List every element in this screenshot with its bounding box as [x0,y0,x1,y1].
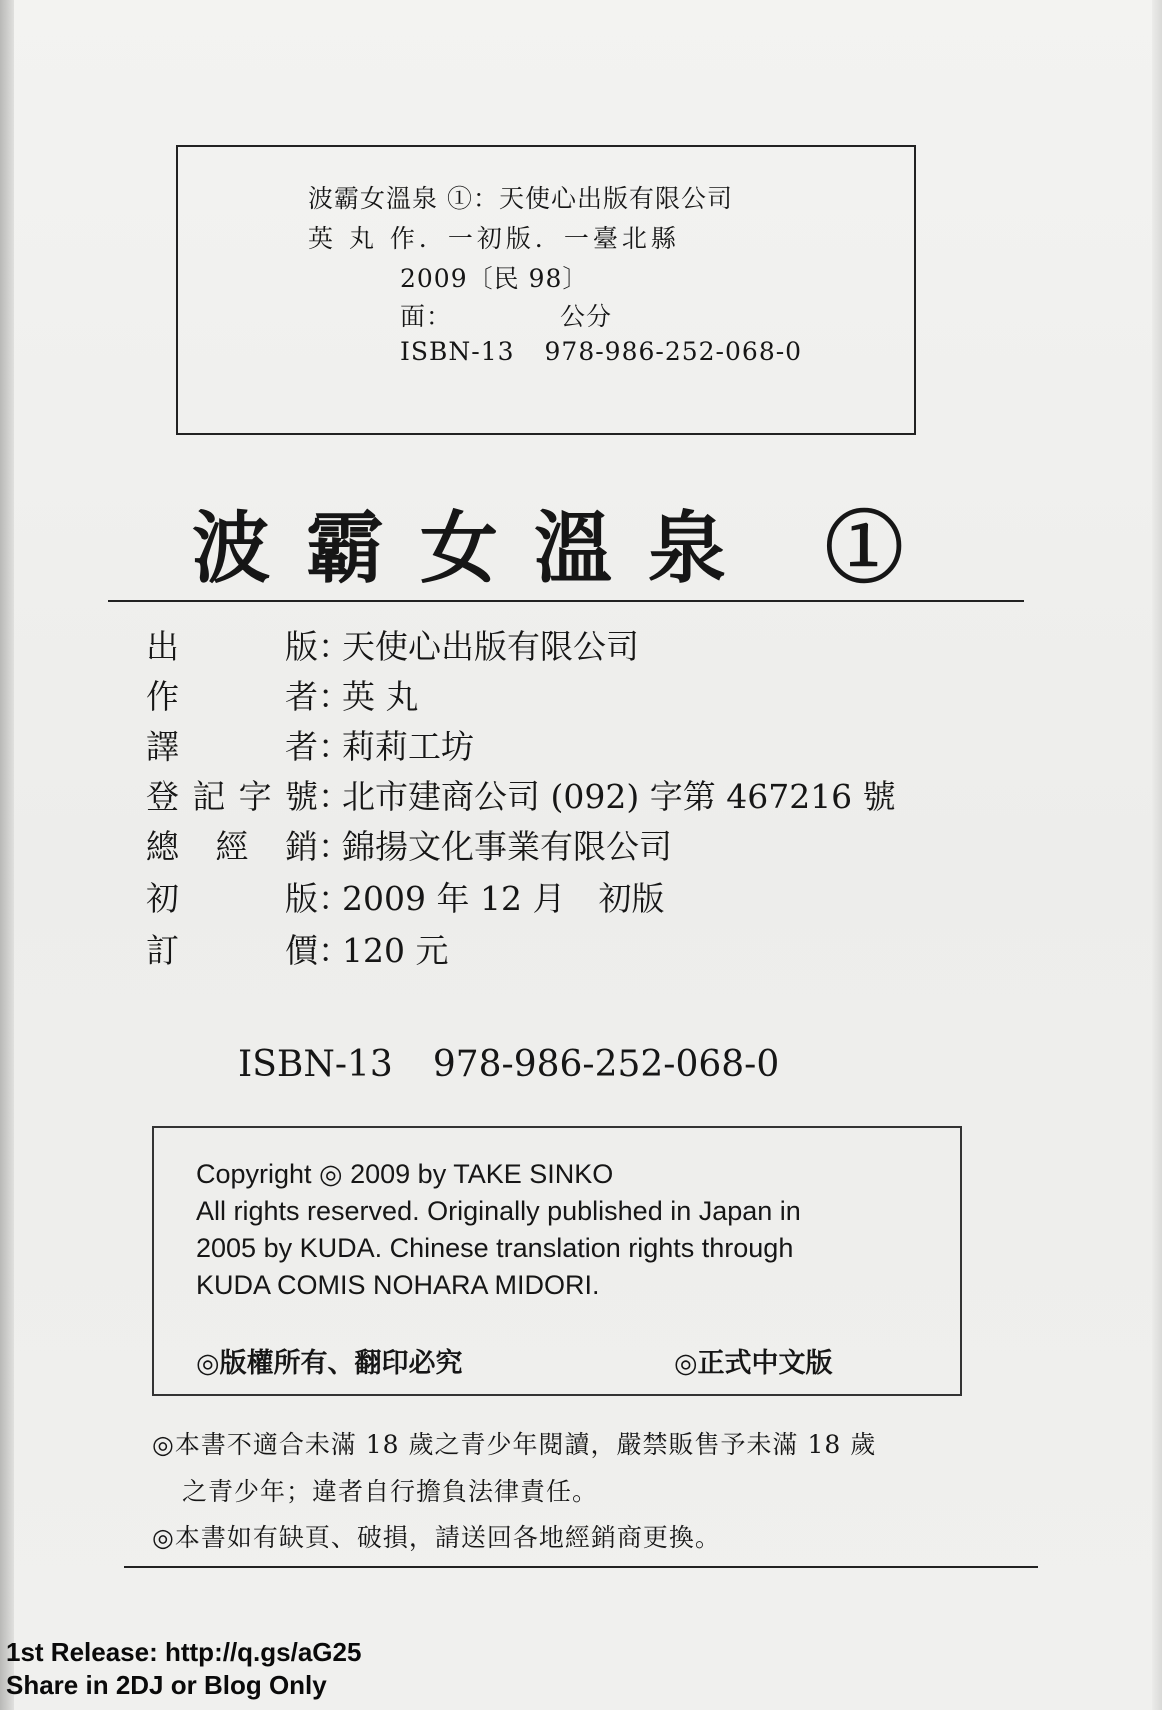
info-row-publisher: 出版：天使心出版有限公司 [146,627,639,666]
info-label: 登記字號 [146,777,318,816]
official-chinese-edition-mark: ◎正式中文版 [674,1348,833,1379]
isbn-label: ISBN-13 [238,1044,393,1085]
cip-isbn-line [400,337,802,366]
info-value: 北市建商公司 (092) 字第 467216 號 [342,777,896,816]
info-row-first-edition: 初版：2009 年 12 月 初版 [146,879,665,918]
info-value: 英 丸 [342,677,419,716]
cip-pages-label: 面： [400,302,453,331]
info-value: 120 元 [342,931,449,970]
age-restriction-notice-continued: 之青少年；違者自行擔負法律責任。 [182,1477,599,1506]
page-right-edge [1152,0,1162,1710]
info-value: 天使心出版有限公司 [342,627,639,666]
info-value: 錦揚文化事業有限公司 [342,827,672,866]
info-label: 作者 [146,677,318,716]
cip-isbn-value: 978-986-252-068-0 [544,337,803,366]
cip-pages-unit: 公分 [560,302,613,331]
info-label: 總經銷 [146,827,318,866]
copyright-text [196,1156,801,1304]
age-restriction-notice: ◎本書不適合未滿 18 歲之青少年閱讀，嚴禁販售予未滿 18 歲 [152,1430,877,1459]
info-label: 初版 [146,879,318,918]
info-row-price: 訂價：120 元 [146,931,449,970]
copyright-line: 2005 by KUDA. Chinese translation rights through [196,1233,794,1263]
info-value: 2009 年 12 月 初版 [342,879,665,918]
copyright-line: All rights reserved. Originally published in Japan in [196,1196,801,1226]
page-binding-edge [0,0,14,1710]
info-row-registration: 登記字號：北市建商公司 (092) 字第 467216 號 [146,777,896,816]
cip-pages-line [400,297,612,333]
copyright-line: Copyright ◎ 2009 by TAKE SINKO [196,1159,614,1189]
info-row-distributor: 總經銷：錦揚文化事業有限公司 [146,827,672,866]
share-line: Share in 2DJ or Blog Only [6,1670,327,1700]
bottom-divider [124,1566,1038,1568]
cip-catalog-box [176,145,916,435]
book-title: 波霸女溫泉 ① [192,503,940,594]
info-value: 莉莉工坊 [342,727,474,766]
info-label: 訂價 [146,931,318,970]
title-divider [108,600,1024,602]
copyright-box [152,1126,962,1396]
info-label: 出版 [146,627,318,666]
release-line: 1st Release: http://q.gs/aG25 [6,1637,362,1667]
info-label: 譯者 [146,727,318,766]
info-row-translator: 譯者：莉莉工坊 [146,727,474,766]
info-row-author: 作者：英 丸 [146,677,419,716]
cip-author-line: 英 丸 作．一初版．一臺北縣 [308,224,680,253]
all-rights-reserved-mark: ◎版權所有、翻印必究 [196,1348,463,1379]
cip-year-line: 2009〔民 98〕 [400,264,589,293]
cip-isbn-label: ISBN-13 [400,337,515,366]
isbn-line [238,1044,779,1085]
release-watermark [6,1636,361,1702]
defect-replacement-notice: ◎本書如有缺頁、破損，請送回各地經銷商更換。 [152,1523,721,1552]
cip-title-line: 波霸女溫泉 ①：天使心出版有限公司 [308,184,733,213]
copyright-line: KUDA COMIS NOHARA MIDORI. [196,1270,600,1300]
isbn-value: 978-986-252-068-0 [432,1044,780,1085]
